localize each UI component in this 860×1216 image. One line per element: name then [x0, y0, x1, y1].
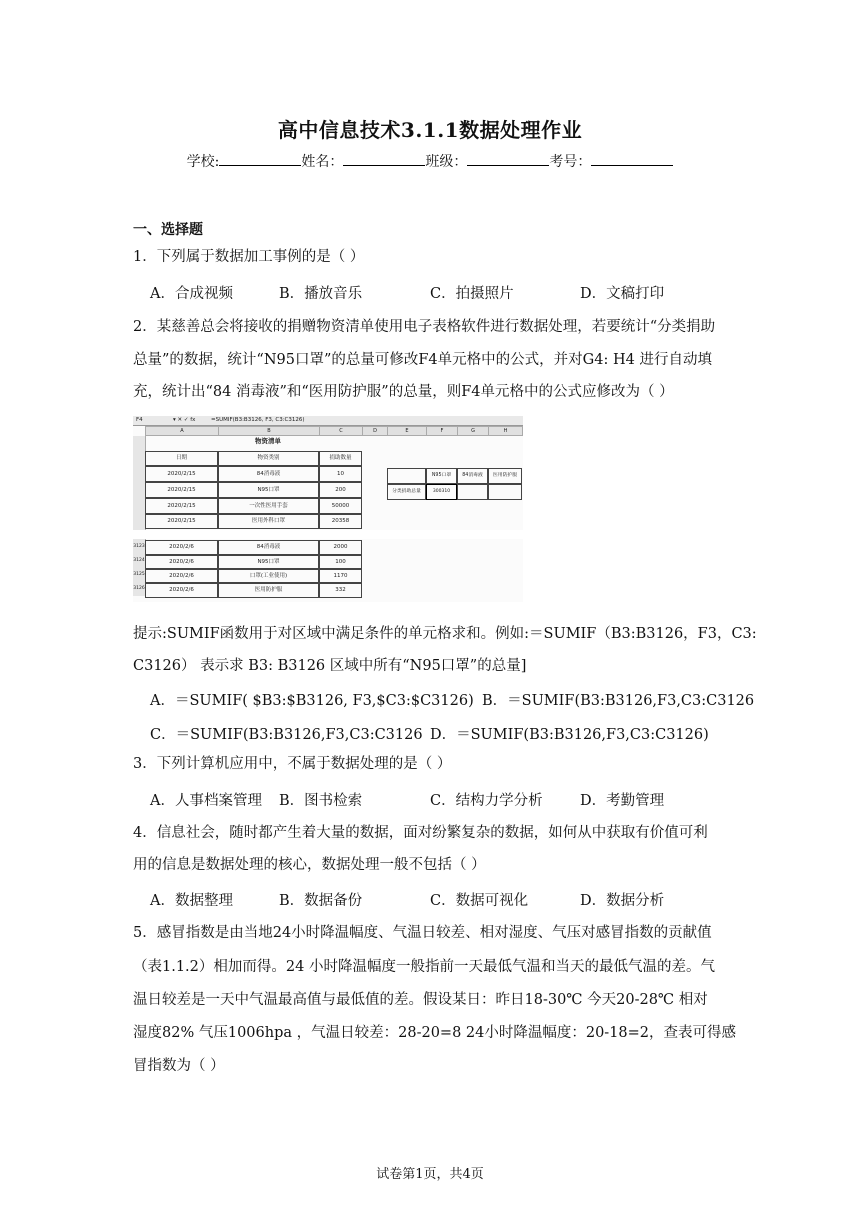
header-qty: 捐助数量 — [319, 451, 362, 466]
cell-qty: 1170 — [319, 569, 362, 583]
q3-option-c: C．结构力学分析 — [430, 793, 543, 809]
cell-date: 2020/2/15 — [145, 466, 218, 482]
q1-stem: 1．下列属于数据加工事例的是（ ） — [133, 249, 365, 265]
cell-qty: 100 — [319, 555, 362, 569]
cell-type: 84消毒液 — [218, 466, 319, 482]
cell-date: 2020/2/15 — [145, 514, 218, 529]
cell-qty: 10 — [319, 466, 362, 482]
q3-option-a: A．人事档案管理 — [150, 793, 262, 809]
row-number: 3123 — [133, 544, 145, 549]
summary-header: N95口罩 — [426, 468, 457, 484]
cell-qty: 50000 — [319, 498, 362, 514]
formula-text: =SUMIF(B3:B3126, F3, C3:C3126) — [211, 417, 305, 423]
cell-qty: 332 — [319, 583, 362, 598]
cell-qty: 20358 — [319, 514, 362, 529]
q4-option-a: A．数据整理 — [150, 893, 233, 909]
cell-type: 医用外科口罩 — [218, 514, 319, 529]
header-type: 物资类别 — [218, 451, 319, 466]
col-header: D — [362, 426, 388, 436]
col-header: E — [387, 426, 427, 436]
row-number: 3126 — [133, 586, 145, 591]
cell-type: 口罩(工业使用) — [218, 569, 319, 583]
col-header: A — [145, 426, 219, 436]
col-header: C — [319, 426, 363, 436]
cell-qty: 2000 — [319, 540, 362, 555]
q3-option-b: B．图书检索 — [279, 793, 363, 809]
school-label: 学校: — [186, 154, 220, 170]
q1-option-d: D．文稿打印 — [580, 286, 665, 302]
q4-stem-line-1: 4．信息社会，随时都产生着大量的数据，面对纷繁复杂的数据，如何从中获取有价值可利 — [133, 825, 708, 841]
cell-date: 2020/2/6 — [145, 540, 218, 555]
q5-stem-line-4: 湿度82% 气压1006hpa ，气温日较差：28-20=8 24小时降温幅度：20-18=2，查表可得感 — [133, 1025, 737, 1041]
cell-date: 2020/2/15 — [145, 498, 218, 514]
class-blank[interactable] — [467, 151, 549, 166]
page-footer: 试卷第1页，共4页 — [376, 1167, 484, 1182]
summary-row-label: 分类捐助总量 — [387, 484, 426, 500]
q2-option-c: C．＝SUMIF(B3:B3126,F3,C3:C3126 — [150, 727, 423, 743]
cell-date: 2020/2/6 — [145, 555, 218, 569]
summary-header: 84消毒液 — [457, 468, 488, 484]
name-box: F4 — [136, 417, 143, 423]
q1-option-b: B．播放音乐 — [279, 286, 363, 302]
cell-date: 2020/2/6 — [145, 583, 218, 598]
q5-stem-line-5: 冒指数为（ ） — [133, 1058, 225, 1074]
summary-empty-cell — [387, 468, 426, 484]
header-date: 日期 — [145, 451, 218, 466]
spreadsheet-image — [133, 416, 523, 602]
q2-option-a: A．＝SUMIF( $B3:$B3126, F3,$C3:$C3126) — [150, 693, 474, 709]
cell-date: 2020/2/6 — [145, 569, 218, 583]
name-blank[interactable] — [343, 151, 425, 166]
q2-stem-line-3: 充，统计出“84 消毒液”和“医用防护服”的总量，则F4单元格中的公式应修改为（ ） — [133, 384, 674, 400]
cell-type: N95口罩 — [218, 482, 319, 498]
q3-option-d: D．考勤管理 — [580, 793, 665, 809]
exam-no-label: 考号： — [549, 154, 592, 170]
q4-stem-line-2: 用的信息是数据处理的核心，数据处理一般不包括（ ） — [133, 857, 486, 873]
page-title: 高中信息技术3.1.1数据处理作业 — [277, 118, 583, 142]
q2-stem-line-2: 总量”的数据，统计“N95口罩”的总量可修改F4单元格中的公式，并对G4: H4 进行自动填 — [133, 352, 712, 368]
q3-stem: 3．下列计算机应用中，不属于数据处理的是（ ） — [133, 756, 452, 772]
col-header: F — [426, 426, 458, 436]
cell-date: 2020/2/15 — [145, 482, 218, 498]
q1-option-a: A．合成视频 — [150, 286, 233, 302]
q5-stem-line-1: 5．感冒指数是由当地24小时降温幅度、气温日较差、相对湿度、气压对感冒指数的贡献值 — [133, 925, 712, 941]
fx-icon: ▾ ✕ ✓ fx — [173, 417, 196, 423]
q4-option-c: C．数据可视化 — [430, 893, 529, 909]
table-title: 物资清单 — [255, 437, 281, 445]
q4-option-d: D．数据分析 — [580, 893, 665, 909]
cell-type: 84消毒液 — [218, 540, 319, 555]
student-info-line — [0, 151, 860, 171]
image-cut-gap — [133, 530, 523, 539]
row-number: 3125 — [133, 572, 145, 577]
cell-qty: 200 — [319, 482, 362, 498]
summary-value-f4: 300310 — [426, 484, 457, 500]
q1-option-c: C．拍摄照片 — [430, 286, 514, 302]
summary-header: 医用防护服 — [488, 468, 522, 484]
summary-value-g4 — [457, 484, 488, 500]
q2-option-b: B．＝SUMIF(B3:B3126,F3,C3:C3126 — [482, 693, 755, 709]
col-header: B — [218, 426, 320, 436]
q2-hint-line-1: 提示:SUMIF函数用于对区域中满足条件的单元格求和。例如:＝SUMIF（B3:B3126，F3，C3: — [133, 626, 757, 642]
q5-stem-line-3: 温日较差是一天中气温最高值与最低值的差。假设某日：昨日18-30℃ 今天20-28℃ 相对 — [133, 992, 708, 1008]
row-number: 3124 — [133, 558, 145, 563]
q2-hint-line-2: C3126） 表示求 B3: B3126 区域中所有“N95口罩”的总量] — [133, 658, 527, 674]
summary-value-h4 — [488, 484, 522, 500]
cell-type: 医用防护服 — [218, 583, 319, 598]
exam-no-blank[interactable] — [591, 151, 673, 166]
cell-type: N95口罩 — [218, 555, 319, 569]
school-blank[interactable] — [219, 151, 301, 166]
formula-bar — [133, 416, 523, 426]
class-label: 班级： — [425, 154, 468, 170]
name-label: 姓名： — [301, 154, 344, 170]
col-header: H — [488, 426, 523, 436]
q4-option-b: B．数据备份 — [279, 893, 363, 909]
cell-type: 一次性医用手套 — [218, 498, 319, 514]
section-heading: 一、选择题 — [133, 222, 203, 238]
q2-stem-line-1: 2．某慈善总会将接收的捐赠物资清单使用电子表格软件进行数据处理，若要统计“分类捐助 — [133, 319, 716, 335]
q2-option-d: D．＝SUMIF(B3:B3126,F3,C3:C3126) — [430, 727, 709, 743]
col-header: G — [457, 426, 489, 436]
q5-stem-line-2: （表1.1.2）相加而得。24 小时降温幅度一般指前一天最低气温和当天的最低气温的差。气 — [133, 959, 715, 975]
